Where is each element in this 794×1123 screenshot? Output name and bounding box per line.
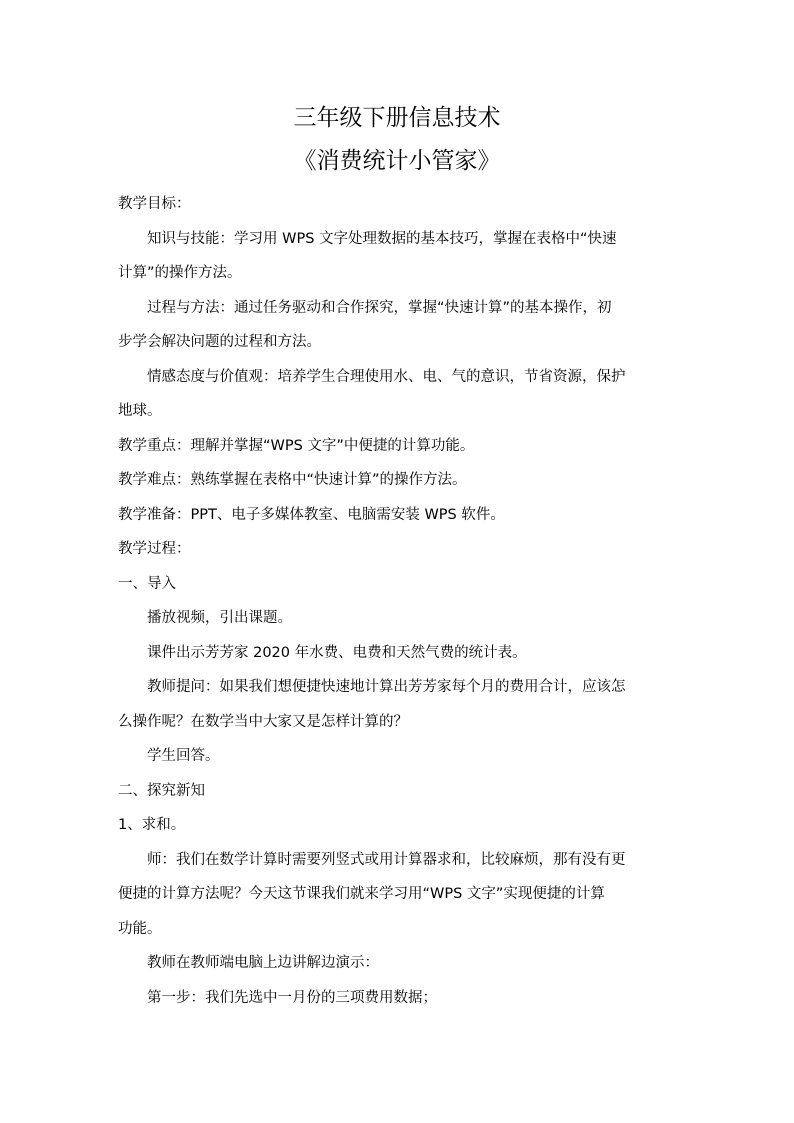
paragraph-line: 第一步：我们先选中一月份的三项费用数据； xyxy=(147,990,437,1006)
paragraph-line: 步学会解决问题的过程和方法。 xyxy=(118,334,321,350)
section-heading-process: 教学过程： xyxy=(118,541,191,557)
paragraph-line: 教师在教师端电脑上边讲解边演示： xyxy=(147,955,379,971)
paragraph-line: 课件出示芳芳家 2020 年水费、电费和天然气费的统计表。 xyxy=(147,645,527,661)
section-heading-objectives: 教学目标： xyxy=(118,196,191,212)
paragraph-line: 便捷的计算方法呢？今天这节课我们就来学习用“WPS 文字”实现便捷的计算 xyxy=(118,886,605,902)
paragraph-line: 么操作呢？在数学当中大家又是怎样计算的？ xyxy=(118,714,408,730)
subsection-heading-sum: 1、求和。 xyxy=(118,817,186,833)
section-heading-explore: 二、探究新知 xyxy=(118,783,205,799)
paragraph-line: 教师提问：如果我们想便捷快速地计算出芳芳家每个月的费用合计，应该怎 xyxy=(147,679,626,695)
paragraph-line: 情感态度与价值观：培养学生合理使用水、电、气的意识，节省资源，保护 xyxy=(147,369,626,385)
document-title: 三年级下册信息技术 xyxy=(293,105,501,131)
preparation-line: 教学准备：PPT、电子多媒体教室、电脑需安装 WPS 软件。 xyxy=(118,507,505,523)
paragraph-line: 功能。 xyxy=(118,921,162,937)
paragraph-line: 地球。 xyxy=(118,403,162,419)
section-heading-intro: 一、导入 xyxy=(118,576,176,592)
key-points-line: 教学重点：理解并掌握“WPS 文字”中便捷的计算功能。 xyxy=(118,438,475,454)
paragraph-line: 师：我们在数学计算时需要列竖式或用计算器求和，比较麻烦，那有没有更 xyxy=(147,852,626,868)
paragraph-line: 过程与方法：通过任务驱动和合作探究，掌握“快速计算”的基本操作，初 xyxy=(147,300,612,316)
paragraph-line: 知识与技能：学习用 WPS 文字处理数据的基本技巧，掌握在表格中“快速 xyxy=(147,231,617,247)
lesson-title: 《消费统计小管家》 xyxy=(293,148,501,174)
paragraph-line: 学生回答。 xyxy=(147,748,220,764)
paragraph-line: 计算”的操作方法。 xyxy=(118,265,242,281)
difficult-points-line: 教学难点：熟练掌握在表格中“快速计算”的操作方法。 xyxy=(118,472,467,488)
paragraph-line: 播放视频，引出课题。 xyxy=(147,610,292,626)
